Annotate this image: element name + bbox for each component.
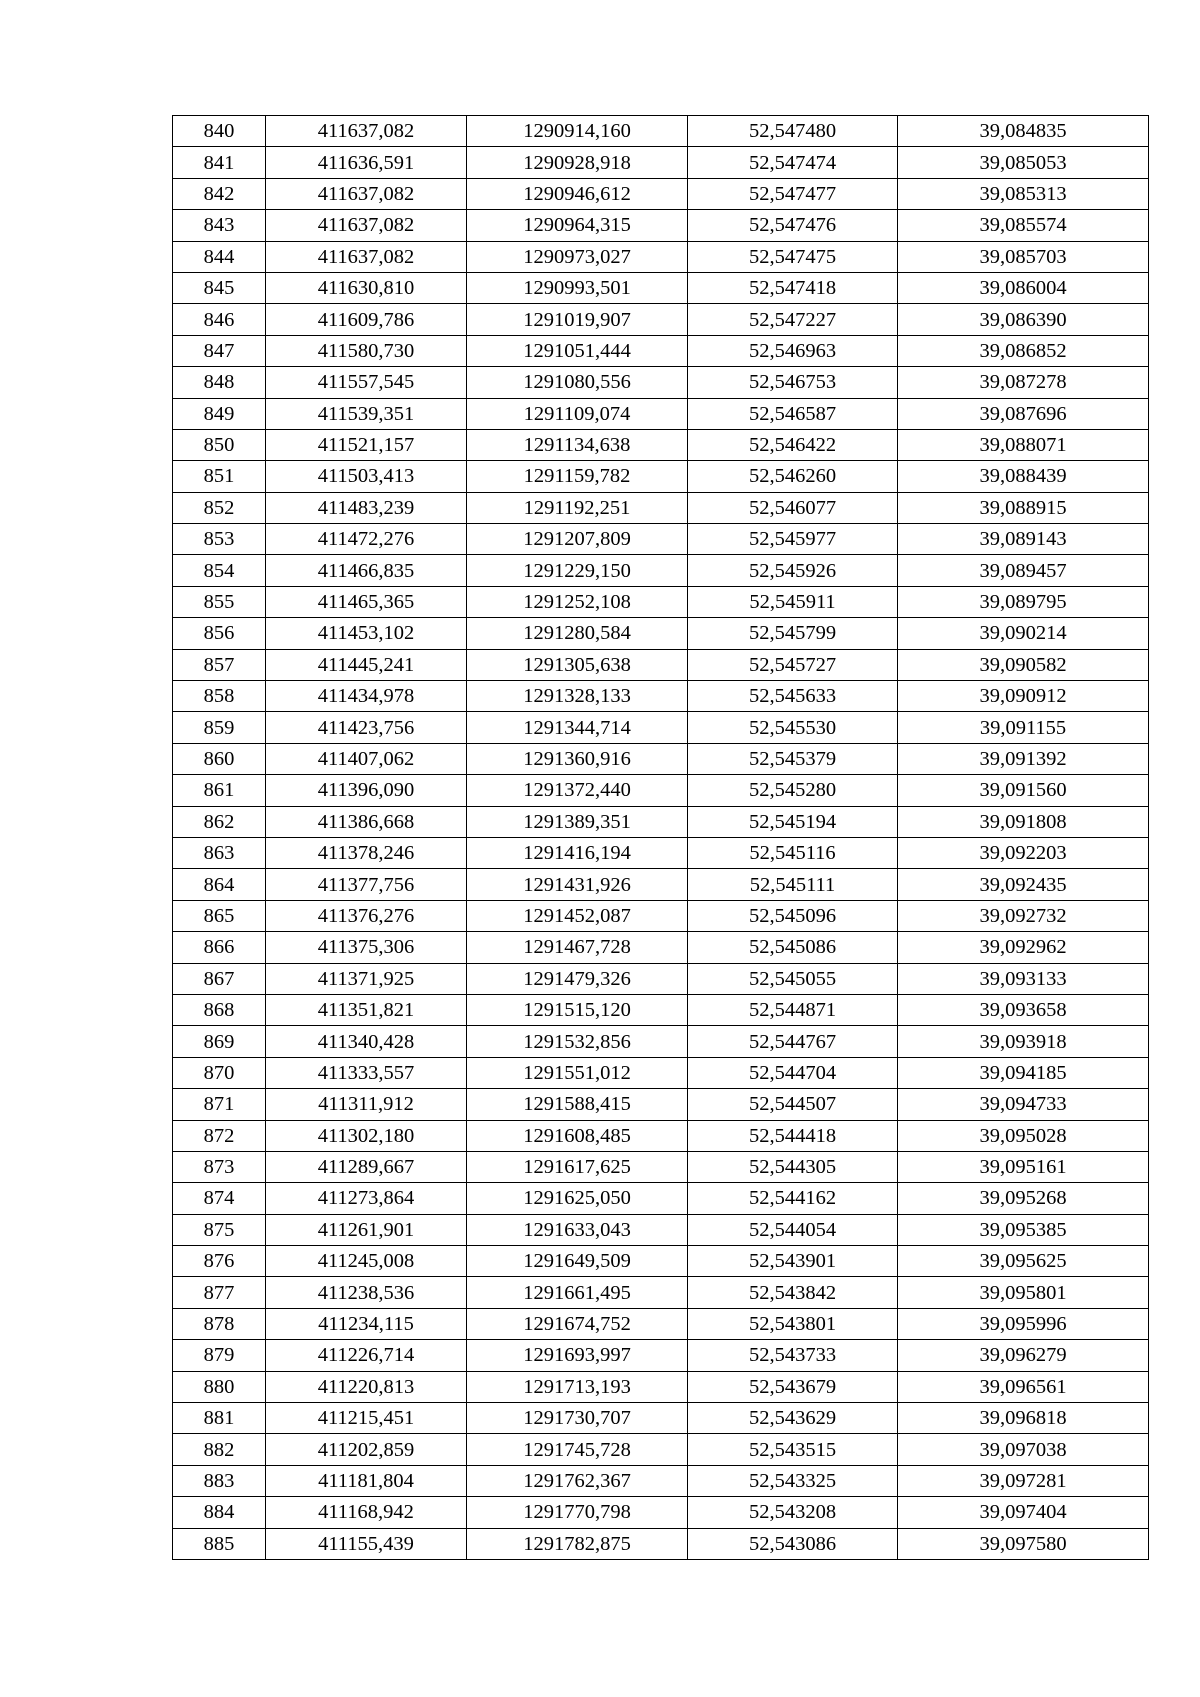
y-coordinate-cell: 1291360,916 (467, 743, 688, 774)
latitude-cell: 52,546077 (688, 492, 898, 523)
latitude-cell: 52,543086 (688, 1528, 898, 1559)
latitude-cell: 52,543801 (688, 1308, 898, 1339)
point-number-cell: 847 (173, 335, 266, 366)
longitude-cell: 39,091808 (898, 806, 1149, 837)
longitude-cell: 39,088915 (898, 492, 1149, 523)
latitude-cell: 52,547476 (688, 210, 898, 241)
latitude-cell: 52,546587 (688, 398, 898, 429)
y-coordinate-cell: 1291372,440 (467, 775, 688, 806)
point-number-cell: 879 (173, 1340, 266, 1371)
y-coordinate-cell: 1290964,315 (467, 210, 688, 241)
y-coordinate-cell: 1291625,050 (467, 1183, 688, 1214)
y-coordinate-cell: 1290993,501 (467, 272, 688, 303)
longitude-cell: 39,087696 (898, 398, 1149, 429)
x-coordinate-cell: 411637,082 (266, 178, 467, 209)
y-coordinate-cell: 1291207,809 (467, 524, 688, 555)
point-number-cell: 852 (173, 492, 266, 523)
longitude-cell: 39,090214 (898, 618, 1149, 649)
table-row (173, 586, 1149, 617)
table-row (173, 1465, 1149, 1496)
x-coordinate-cell: 411273,864 (266, 1183, 467, 1214)
longitude-cell: 39,088439 (898, 461, 1149, 492)
y-coordinate-cell: 1291713,193 (467, 1371, 688, 1402)
y-coordinate-cell: 1291389,351 (467, 806, 688, 837)
x-coordinate-cell: 411396,090 (266, 775, 467, 806)
longitude-cell: 39,091560 (898, 775, 1149, 806)
x-coordinate-cell: 411375,306 (266, 932, 467, 963)
y-coordinate-cell: 1291608,485 (467, 1120, 688, 1151)
point-number-cell: 882 (173, 1434, 266, 1465)
latitude-cell: 52,543325 (688, 1465, 898, 1496)
y-coordinate-cell: 1290914,160 (467, 116, 688, 147)
x-coordinate-cell: 411261,901 (266, 1214, 467, 1245)
longitude-cell: 39,086390 (898, 304, 1149, 335)
table-row (173, 1151, 1149, 1182)
latitude-cell: 52,547474 (688, 147, 898, 178)
x-coordinate-cell: 411483,239 (266, 492, 467, 523)
table-row (173, 1371, 1149, 1402)
latitude-cell: 52,543629 (688, 1403, 898, 1434)
point-number-cell: 883 (173, 1465, 266, 1496)
x-coordinate-cell: 411289,667 (266, 1151, 467, 1182)
longitude-cell: 39,092732 (898, 900, 1149, 931)
table-row (173, 461, 1149, 492)
point-number-cell: 871 (173, 1089, 266, 1120)
longitude-cell: 39,095161 (898, 1151, 1149, 1182)
y-coordinate-cell: 1291134,638 (467, 429, 688, 460)
table-row (173, 367, 1149, 398)
y-coordinate-cell: 1291617,625 (467, 1151, 688, 1182)
x-coordinate-cell: 411378,246 (266, 837, 467, 868)
x-coordinate-cell: 411238,536 (266, 1277, 467, 1308)
longitude-cell: 39,096279 (898, 1340, 1149, 1371)
latitude-cell: 52,547418 (688, 272, 898, 303)
point-number-cell: 870 (173, 1057, 266, 1088)
table-row (173, 869, 1149, 900)
x-coordinate-cell: 411371,925 (266, 963, 467, 994)
point-number-cell: 849 (173, 398, 266, 429)
latitude-cell: 52,543733 (688, 1340, 898, 1371)
latitude-cell: 52,545911 (688, 586, 898, 617)
table-row (173, 1089, 1149, 1120)
y-coordinate-cell: 1291782,875 (467, 1528, 688, 1559)
y-coordinate-cell: 1291109,074 (467, 398, 688, 429)
y-coordinate-cell: 1291532,856 (467, 1026, 688, 1057)
y-coordinate-cell: 1291019,907 (467, 304, 688, 335)
x-coordinate-cell: 411557,545 (266, 367, 467, 398)
y-coordinate-cell: 1291344,714 (467, 712, 688, 743)
point-number-cell: 869 (173, 1026, 266, 1057)
coordinates-table (172, 115, 1149, 1560)
x-coordinate-cell: 411226,714 (266, 1340, 467, 1371)
x-coordinate-cell: 411351,821 (266, 994, 467, 1025)
point-number-cell: 841 (173, 147, 266, 178)
longitude-cell: 39,094185 (898, 1057, 1149, 1088)
longitude-cell: 39,089795 (898, 586, 1149, 617)
latitude-cell: 52,546753 (688, 367, 898, 398)
y-coordinate-cell: 1291730,707 (467, 1403, 688, 1434)
latitude-cell: 52,545379 (688, 743, 898, 774)
x-coordinate-cell: 411465,365 (266, 586, 467, 617)
point-number-cell: 877 (173, 1277, 266, 1308)
y-coordinate-cell: 1291674,752 (467, 1308, 688, 1339)
table-row (173, 1120, 1149, 1151)
x-coordinate-cell: 411609,786 (266, 304, 467, 335)
latitude-cell: 52,545530 (688, 712, 898, 743)
point-number-cell: 862 (173, 806, 266, 837)
longitude-cell: 39,093658 (898, 994, 1149, 1025)
longitude-cell: 39,089457 (898, 555, 1149, 586)
y-coordinate-cell: 1291745,728 (467, 1434, 688, 1465)
longitude-cell: 39,095385 (898, 1214, 1149, 1245)
x-coordinate-cell: 411220,813 (266, 1371, 467, 1402)
latitude-cell: 52,547475 (688, 241, 898, 272)
longitude-cell: 39,088071 (898, 429, 1149, 460)
longitude-cell: 39,091155 (898, 712, 1149, 743)
x-coordinate-cell: 411423,756 (266, 712, 467, 743)
longitude-cell: 39,093133 (898, 963, 1149, 994)
point-number-cell: 878 (173, 1308, 266, 1339)
point-number-cell: 858 (173, 681, 266, 712)
latitude-cell: 52,545633 (688, 681, 898, 712)
table-row (173, 1528, 1149, 1559)
latitude-cell: 52,545280 (688, 775, 898, 806)
table-row (173, 618, 1149, 649)
longitude-cell: 39,085574 (898, 210, 1149, 241)
latitude-cell: 52,544507 (688, 1089, 898, 1120)
latitude-cell: 52,544871 (688, 994, 898, 1025)
latitude-cell: 52,545977 (688, 524, 898, 555)
table-row (173, 1434, 1149, 1465)
x-coordinate-cell: 411181,804 (266, 1465, 467, 1496)
y-coordinate-cell: 1291051,444 (467, 335, 688, 366)
latitude-cell: 52,545096 (688, 900, 898, 931)
x-coordinate-cell: 411234,115 (266, 1308, 467, 1339)
point-number-cell: 872 (173, 1120, 266, 1151)
latitude-cell: 52,543901 (688, 1246, 898, 1277)
point-number-cell: 873 (173, 1151, 266, 1182)
table-row (173, 1183, 1149, 1214)
latitude-cell: 52,543679 (688, 1371, 898, 1402)
point-number-cell: 842 (173, 178, 266, 209)
point-number-cell: 845 (173, 272, 266, 303)
point-number-cell: 885 (173, 1528, 266, 1559)
table-row (173, 649, 1149, 680)
longitude-cell: 39,090582 (898, 649, 1149, 680)
latitude-cell: 52,544054 (688, 1214, 898, 1245)
latitude-cell: 52,545055 (688, 963, 898, 994)
table-row (173, 994, 1149, 1025)
latitude-cell: 52,544305 (688, 1151, 898, 1182)
latitude-cell: 52,545111 (688, 869, 898, 900)
longitude-cell: 39,084835 (898, 116, 1149, 147)
latitude-cell: 52,546260 (688, 461, 898, 492)
x-coordinate-cell: 411539,351 (266, 398, 467, 429)
x-coordinate-cell: 411472,276 (266, 524, 467, 555)
latitude-cell: 52,545799 (688, 618, 898, 649)
y-coordinate-cell: 1291328,133 (467, 681, 688, 712)
longitude-cell: 39,095625 (898, 1246, 1149, 1277)
table-row (173, 1246, 1149, 1277)
table-row (173, 335, 1149, 366)
point-number-cell: 848 (173, 367, 266, 398)
y-coordinate-cell: 1290946,612 (467, 178, 688, 209)
longitude-cell: 39,095996 (898, 1308, 1149, 1339)
x-coordinate-cell: 411503,413 (266, 461, 467, 492)
y-coordinate-cell: 1291280,584 (467, 618, 688, 649)
x-coordinate-cell: 411521,157 (266, 429, 467, 460)
x-coordinate-cell: 411445,241 (266, 649, 467, 680)
longitude-cell: 39,096561 (898, 1371, 1149, 1402)
table-row (173, 429, 1149, 460)
point-number-cell: 843 (173, 210, 266, 241)
y-coordinate-cell: 1291305,638 (467, 649, 688, 680)
x-coordinate-cell: 411407,062 (266, 743, 467, 774)
y-coordinate-cell: 1291467,728 (467, 932, 688, 963)
x-coordinate-cell: 411302,180 (266, 1120, 467, 1151)
table-row (173, 178, 1149, 209)
longitude-cell: 39,091392 (898, 743, 1149, 774)
x-coordinate-cell: 411333,557 (266, 1057, 467, 1088)
table-row (173, 900, 1149, 931)
longitude-cell: 39,097281 (898, 1465, 1149, 1496)
point-number-cell: 859 (173, 712, 266, 743)
table-row (173, 775, 1149, 806)
point-number-cell: 865 (173, 900, 266, 931)
longitude-cell: 39,097404 (898, 1497, 1149, 1528)
latitude-cell: 52,543842 (688, 1277, 898, 1308)
latitude-cell: 52,543208 (688, 1497, 898, 1528)
table-row (173, 1026, 1149, 1057)
point-number-cell: 866 (173, 932, 266, 963)
y-coordinate-cell: 1291252,108 (467, 586, 688, 617)
x-coordinate-cell: 411311,912 (266, 1089, 467, 1120)
point-number-cell: 846 (173, 304, 266, 335)
longitude-cell: 39,085053 (898, 147, 1149, 178)
table-row (173, 1308, 1149, 1339)
x-coordinate-cell: 411580,730 (266, 335, 467, 366)
x-coordinate-cell: 411377,756 (266, 869, 467, 900)
longitude-cell: 39,095801 (898, 1277, 1149, 1308)
table-row (173, 1057, 1149, 1088)
x-coordinate-cell: 411434,978 (266, 681, 467, 712)
table-row (173, 1340, 1149, 1371)
y-coordinate-cell: 1291229,150 (467, 555, 688, 586)
table-row (173, 272, 1149, 303)
longitude-cell: 39,092203 (898, 837, 1149, 868)
point-number-cell: 850 (173, 429, 266, 460)
latitude-cell: 52,547480 (688, 116, 898, 147)
point-number-cell: 881 (173, 1403, 266, 1434)
point-number-cell: 876 (173, 1246, 266, 1277)
y-coordinate-cell: 1291693,997 (467, 1340, 688, 1371)
table-row (173, 116, 1149, 147)
longitude-cell: 39,092962 (898, 932, 1149, 963)
latitude-cell: 52,544704 (688, 1057, 898, 1088)
table-row (173, 712, 1149, 743)
y-coordinate-cell: 1291633,043 (467, 1214, 688, 1245)
latitude-cell: 52,547227 (688, 304, 898, 335)
latitude-cell: 52,545926 (688, 555, 898, 586)
longitude-cell: 39,096818 (898, 1403, 1149, 1434)
point-number-cell: 861 (173, 775, 266, 806)
table-row (173, 492, 1149, 523)
y-coordinate-cell: 1291192,251 (467, 492, 688, 523)
x-coordinate-cell: 411376,276 (266, 900, 467, 931)
longitude-cell: 39,086004 (898, 272, 1149, 303)
point-number-cell: 844 (173, 241, 266, 272)
point-number-cell: 867 (173, 963, 266, 994)
table-row (173, 210, 1149, 241)
point-number-cell: 874 (173, 1183, 266, 1214)
x-coordinate-cell: 411466,835 (266, 555, 467, 586)
table-row (173, 681, 1149, 712)
longitude-cell: 39,094733 (898, 1089, 1149, 1120)
coordinates-table-body (173, 116, 1149, 1560)
point-number-cell: 856 (173, 618, 266, 649)
x-coordinate-cell: 411340,428 (266, 1026, 467, 1057)
point-number-cell: 851 (173, 461, 266, 492)
table-row (173, 806, 1149, 837)
y-coordinate-cell: 1291159,782 (467, 461, 688, 492)
point-number-cell: 880 (173, 1371, 266, 1402)
latitude-cell: 52,545116 (688, 837, 898, 868)
y-coordinate-cell: 1291661,495 (467, 1277, 688, 1308)
x-coordinate-cell: 411637,082 (266, 210, 467, 241)
latitude-cell: 52,547477 (688, 178, 898, 209)
y-coordinate-cell: 1291416,194 (467, 837, 688, 868)
table-row (173, 555, 1149, 586)
table-row (173, 147, 1149, 178)
latitude-cell: 52,546422 (688, 429, 898, 460)
y-coordinate-cell: 1291649,509 (467, 1246, 688, 1277)
point-number-cell: 857 (173, 649, 266, 680)
x-coordinate-cell: 411637,082 (266, 116, 467, 147)
point-number-cell: 854 (173, 555, 266, 586)
x-coordinate-cell: 411202,859 (266, 1434, 467, 1465)
longitude-cell: 39,095028 (898, 1120, 1149, 1151)
x-coordinate-cell: 411245,008 (266, 1246, 467, 1277)
table-row (173, 963, 1149, 994)
x-coordinate-cell: 411155,439 (266, 1528, 467, 1559)
y-coordinate-cell: 1290973,027 (467, 241, 688, 272)
x-coordinate-cell: 411636,591 (266, 147, 467, 178)
y-coordinate-cell: 1290928,918 (467, 147, 688, 178)
longitude-cell: 39,086852 (898, 335, 1149, 366)
x-coordinate-cell: 411168,942 (266, 1497, 467, 1528)
point-number-cell: 860 (173, 743, 266, 774)
table-row (173, 1403, 1149, 1434)
y-coordinate-cell: 1291080,556 (467, 367, 688, 398)
x-coordinate-cell: 411215,451 (266, 1403, 467, 1434)
table-row (173, 241, 1149, 272)
table-row (173, 1497, 1149, 1528)
latitude-cell: 52,545086 (688, 932, 898, 963)
y-coordinate-cell: 1291479,326 (467, 963, 688, 994)
table-row (173, 1214, 1149, 1245)
longitude-cell: 39,093918 (898, 1026, 1149, 1057)
point-number-cell: 863 (173, 837, 266, 868)
latitude-cell: 52,545194 (688, 806, 898, 837)
y-coordinate-cell: 1291452,087 (467, 900, 688, 931)
y-coordinate-cell: 1291431,926 (467, 869, 688, 900)
table-row (173, 932, 1149, 963)
longitude-cell: 39,097038 (898, 1434, 1149, 1465)
x-coordinate-cell: 411453,102 (266, 618, 467, 649)
x-coordinate-cell: 411386,668 (266, 806, 467, 837)
point-number-cell: 884 (173, 1497, 266, 1528)
table-row (173, 524, 1149, 555)
point-number-cell: 840 (173, 116, 266, 147)
point-number-cell: 855 (173, 586, 266, 617)
latitude-cell: 52,546963 (688, 335, 898, 366)
table-row (173, 1277, 1149, 1308)
latitude-cell: 52,544418 (688, 1120, 898, 1151)
table-row (173, 398, 1149, 429)
latitude-cell: 52,544767 (688, 1026, 898, 1057)
longitude-cell: 39,097580 (898, 1528, 1149, 1559)
latitude-cell: 52,543515 (688, 1434, 898, 1465)
y-coordinate-cell: 1291762,367 (467, 1465, 688, 1496)
table-row (173, 837, 1149, 868)
point-number-cell: 864 (173, 869, 266, 900)
latitude-cell: 52,544162 (688, 1183, 898, 1214)
point-number-cell: 853 (173, 524, 266, 555)
latitude-cell: 52,545727 (688, 649, 898, 680)
point-number-cell: 875 (173, 1214, 266, 1245)
longitude-cell: 39,095268 (898, 1183, 1149, 1214)
longitude-cell: 39,090912 (898, 681, 1149, 712)
y-coordinate-cell: 1291588,415 (467, 1089, 688, 1120)
longitude-cell: 39,089143 (898, 524, 1149, 555)
x-coordinate-cell: 411630,810 (266, 272, 467, 303)
longitude-cell: 39,092435 (898, 869, 1149, 900)
y-coordinate-cell: 1291515,120 (467, 994, 688, 1025)
y-coordinate-cell: 1291551,012 (467, 1057, 688, 1088)
longitude-cell: 39,085313 (898, 178, 1149, 209)
longitude-cell: 39,085703 (898, 241, 1149, 272)
table-row (173, 304, 1149, 335)
x-coordinate-cell: 411637,082 (266, 241, 467, 272)
y-coordinate-cell: 1291770,798 (467, 1497, 688, 1528)
point-number-cell: 868 (173, 994, 266, 1025)
longitude-cell: 39,087278 (898, 367, 1149, 398)
table-row (173, 743, 1149, 774)
